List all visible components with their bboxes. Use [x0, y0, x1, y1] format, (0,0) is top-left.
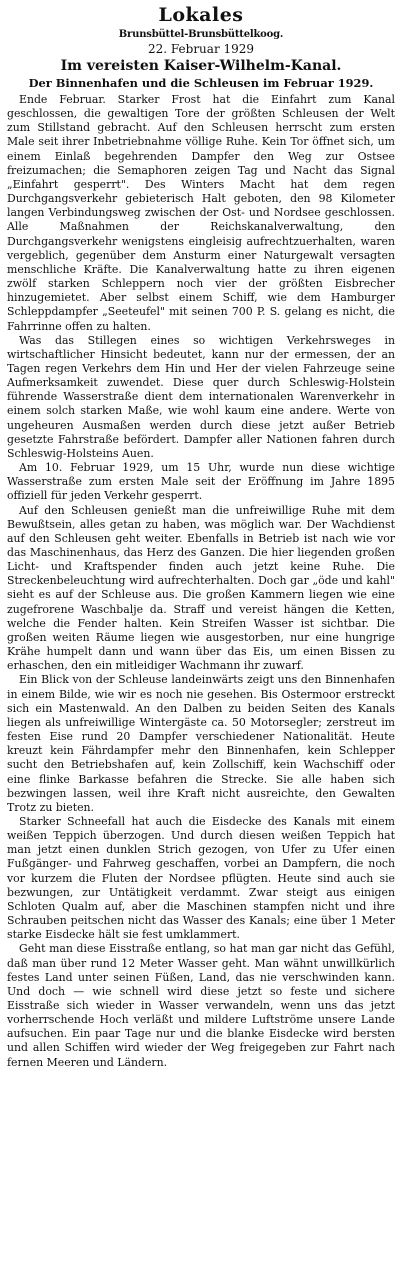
section-title: Lokales — [158, 4, 244, 26]
article-paragraph: Starker Schneefall hat auch die Eisdecke des Kanals mit einem weißen Teppich überzogen. Und durch diesen weißen Teppich hat man jetzt einen dunklen Strich gezogen, von Ufer zu Ufer einen Fußgänger- und Fahrweg geschaffen, vorbei an Dampfern, die noch vor kurzem die Fluten der Nordsee pflügten. Heute sind auch sie bezwungen, zur Untätigkeit verdammt. Zwar steigt aus einigen Schloten Qualm auf, aber die Maschinen stampfen nicht und ihre Schrauben peitschen nicht das Wasser des Kanals; eine über 1 Meter starke Eisdecke hält sie fest umklammert. — [7, 814, 395, 942]
article-paragraph: Was das Stillegen eines so wichtigen Verkehrsweges in wirtschaftlicher Hinsicht bedeutet, kann nur der ermessen, der an Tagen regen Verkehrs dem Hin und Her der vielen Fahrzeuge seine Aufmerksamkeit zuwendet. Diese quer durch Schleswig-Holstein führende Wasserstraße dient dem internationalen Warenverkehr in einem solch starken Maße, wie wohl kaum eine andere. Werte von ungeheuren Ausmaßen werden durch diese jetzt außer Betrieb gesetzte Fahrstraße befördert. Dampfer aller Nationen fahren durch Schleswig-Holsteins Auen. — [7, 333, 395, 460]
article-body — [7, 93, 395, 1070]
article-subheadline: Der Binnenhafen und die Schleusen im Februar 1929. — [28, 76, 374, 90]
article-headline: Im vereisten Kaiser-Wilhelm-Kanal. — [60, 58, 342, 74]
article-paragraph: Auf den Schleusen genießt man die unfreiwillige Ruhe mit dem Bewußtsein, alles getan zu haben, was möglich war. Der Wachdienst auf den Schleusen geht weiter. Ebenfalls in Betrieb ist nach wie vor das Maschinenhaus, das Herz des Ganzen. Die hier liegenden großen Licht- und Kraftspender finden auch jetzt keine Ruhe. Die Streckenbeleuchtung wird aufrechterhalten. Doch gar „öde und kahl" sieht es auf der Schleuse aus. Die großen Kammern liegen wie eine zugefrorene Waschbalje da. Straff und vereist hängen die Ketten, welche die Fender halten. Kein Streifen Wasser ist sichtbar. Die großen weiten Räume liegen wie ausgestorben, nur eine hungrige Krähe humpelt dann und wann über das Eis, um einen Bissen zu erhaschen, den ein mitleidiger Wachmann ihr zuwarf. — [7, 503, 395, 673]
article-paragraph: Am 10. Februar 1929, um 15 Uhr, wurde nun diese wichtige Wasserstraße zum ersten Male seit der Eröffnung im Jahre 1895 offiziell für jeden Verkehr gesperrt. — [7, 461, 395, 503]
article-paragraph: Ein Blick von der Schleuse landeinwärts zeigt uns den Binnenhafen in einem Bilde, wie wir es noch nie gesehen. Bis Ostermoor erstreckt sich ein Mastenwald. An den Dalben zu beiden Seiten des Kanals liegen als unfreiwillige Wintergäste ca. 50 Motorsegler; zerstreut im festen Eise rund 20 Dampfer verschiedener Nationalität. Heute kreuzt kein Fährdampfer mehr den Binnenhafen, kein Schlepper sucht den Betriebshafen auf, kein Zollschiff, kein Wachschiff oder eine flinke Barkasse befahren die Strecke. Sie alle haben sich bezwingen lassen, weil ihre Kraft nicht ausreichte, den Gewalten Trotz zu bieten. — [7, 673, 395, 814]
dateline-place: Brunsbüttel-Brunsbüttelkoog. — [118, 29, 284, 40]
dateline — [7, 26, 395, 56]
article-paragraph: Ende Februar. Starker Frost hat die Einfahrt zum Kanal geschlossen, die gewaltigen Tore der größten Schleusen der Welt zum Stillstand gebracht. Auf den Schleusen herrscht zum ersten Male seit ihrer Inbetriebnahme völlige Ruhe. Kein Tor öffnet sich, um einem Einlaß begehrenden Dampfer den Weg zur Ostsee freizumachen; die Semaphoren zeigen Tag und Nacht das Signal „Einfahrt gesperrt". Des Winters Macht hat dem regen Durchgangsverkehr gebieterisch Halt geboten, den 98 Kilometer langen Verbindungsweg zwischen der Ost- und Nordsee geschlossen. Alle Maßnahmen der Reichskanalverwaltung, den Durchgangsverkehr wenigstens eingleisig aufrechtzuerhalten, waren vergeblich, gegenüber dem Ansturm einer Naturgewalt versagten menschliche Kräfte. Die Kanalverwaltung hatte zu ihren eigenen zwölf starken Schleppern noch vier der größten Eisbrecher hinzugemietet. Aber selbst einem Schiff, wie dem Hamburger Schleppdampfer „Seeteufel" mit seinen 700 P. S. gelang es nicht, die Fahrrinne offen zu halten. — [7, 93, 395, 333]
dateline-date: 22. Februar 1929 — [147, 42, 255, 56]
article-paragraph: Geht man diese Eisstraße entlang, so hat man gar nicht das Gefühl, daß man über rund 12 Meter Wasser geht. Man wähnt unwillkürlich festes Land unter seinen Füßen, Land, das nie verschwinden kann. Und doch — wie schnell wird diese jetzt so feste und sichere Eisstraße sich wieder in Wasser verwandeln, wenn uns das jetzt vorherrschende Hoch verläßt und mildere Luftströme unsere Lande aufsuchen. Ein paar Tage nur und die blanke Eisdecke wird bersten und allen Schiffen wird wieder der Weg freigegeben zur Fahrt nach fernen Meeren und Ländern. — [7, 942, 395, 1069]
